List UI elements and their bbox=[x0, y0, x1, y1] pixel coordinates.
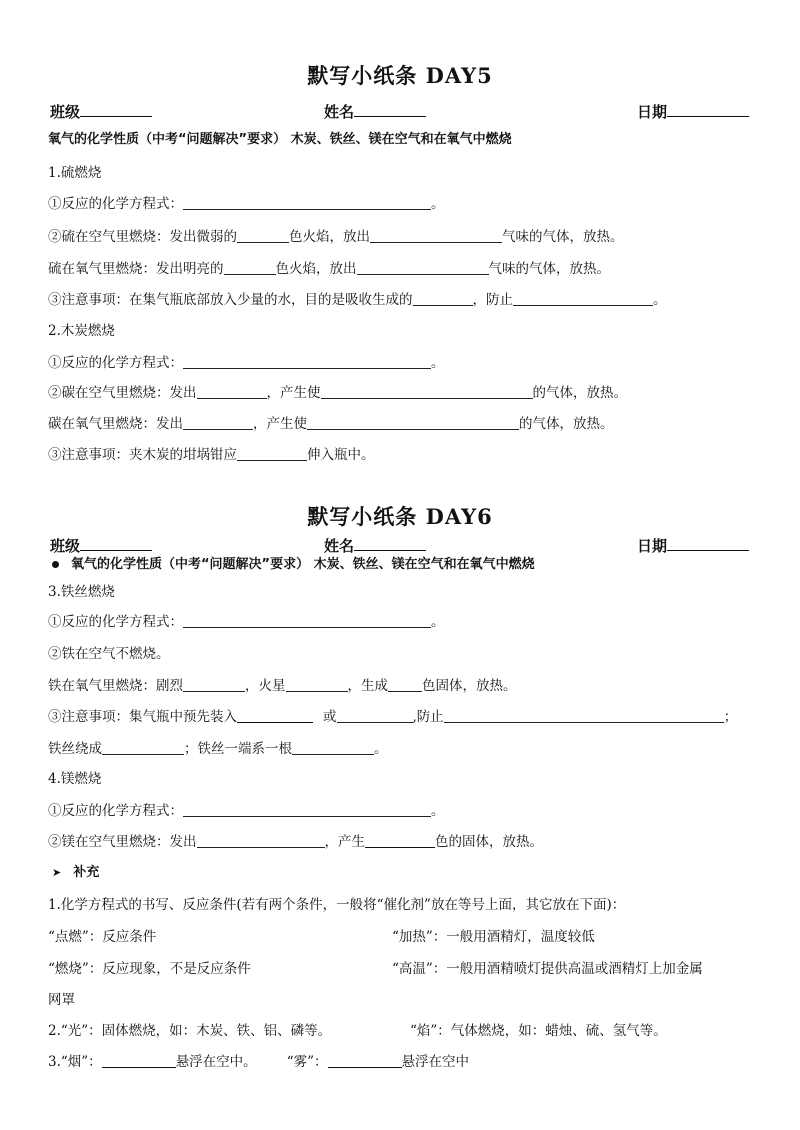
day6-name-field[interactable] bbox=[324, 534, 426, 556]
blank[interactable] bbox=[444, 708, 724, 723]
blank[interactable] bbox=[292, 740, 374, 755]
section-sulfur-title: 1.硫燃烧 bbox=[48, 165, 102, 181]
iron-note-line: ③注意事项：集气瓶中预先装入 或 ,防止 ； bbox=[48, 709, 738, 725]
name-label: 姓名 bbox=[324, 537, 355, 555]
iron-air-line: ②铁在空气不燃烧。 bbox=[48, 646, 170, 662]
charcoal-oxygen-line: 碳在氧气里燃烧：发出 ，产生使 的气体，放热。 bbox=[48, 416, 614, 432]
arrow-right-icon: ➤ bbox=[52, 866, 62, 879]
section-charcoal-title: 2.木炭燃烧 bbox=[48, 323, 115, 339]
blank[interactable] bbox=[237, 708, 313, 723]
flame-note: “焰”：气体燃烧，如：蜡烛、硫、氢气等。 bbox=[410, 1023, 667, 1039]
heat-note: “加热”：一般用酒精灯，温度较低 bbox=[392, 929, 595, 945]
blank[interactable] bbox=[183, 195, 431, 210]
blank[interactable] bbox=[237, 228, 289, 243]
charcoal-note-line: ③注意事项：夹木炭的坩埚钳应 伸入瓶中。 bbox=[48, 447, 375, 463]
iron-wire-line: 铁丝绕成 ；铁丝一端系一根 。 bbox=[48, 741, 388, 757]
iron-oxygen-line: 铁在氧气里燃烧：剧烈 ，火星 ，生成 色固体，放热。 bbox=[48, 678, 517, 694]
magnesium-equation-line: ①反应的化学方程式： 。 bbox=[48, 803, 445, 819]
class-label: 班级 bbox=[50, 103, 81, 121]
high-temp-note: “高温”：一般用酒精喷灯提供高温或酒精灯上加金属 bbox=[392, 961, 703, 977]
magnesium-air-line: ②镁在空气里燃烧：发出 ，产生 色的固体，放热。 bbox=[48, 834, 543, 850]
high-temp-note-cont: 网罩 bbox=[48, 992, 75, 1008]
blank[interactable] bbox=[183, 415, 253, 430]
section-iron-title: 3.铁丝燃烧 bbox=[48, 584, 115, 600]
sulfur-oxygen-line: 硫在氧气里燃烧：发出明亮的 色火焰，放出 气味的气体，放热。 bbox=[48, 261, 610, 277]
day6-title: 默写小纸条 DAY6 bbox=[307, 504, 493, 529]
supplement-line-1: 1.化学方程式的书写、反应条件(若有两个条件，一般将“催化剂”放在等号上面，其它放在下面)： bbox=[48, 897, 626, 913]
day5-header-row bbox=[50, 100, 750, 122]
blank[interactable] bbox=[321, 384, 533, 399]
burn-note: “燃烧”：反应现象，不是反应条件 bbox=[48, 961, 251, 977]
bullet-icon bbox=[52, 561, 59, 568]
blank[interactable] bbox=[197, 384, 267, 399]
sulfur-air-line: ②硫在空气里燃烧：发出微弱的 色火焰，放出 气味的气体，放热。 bbox=[48, 229, 624, 245]
blank[interactable] bbox=[197, 833, 325, 848]
blank[interactable] bbox=[183, 802, 431, 817]
blank[interactable] bbox=[365, 833, 435, 848]
blank[interactable] bbox=[513, 291, 653, 306]
sulfur-note-line: ③注意事项：在集气瓶底部放入少量的水，目的是吸收生成的 ，防止 。 bbox=[48, 292, 667, 308]
blank[interactable] bbox=[388, 677, 422, 692]
day5-title: 默写小纸条 DAY5 bbox=[307, 63, 493, 88]
blank[interactable] bbox=[370, 228, 502, 243]
day6-date-field[interactable] bbox=[637, 534, 749, 556]
supplement-heading: ➤ 补充 bbox=[52, 865, 100, 880]
day6-class-field[interactable] bbox=[50, 534, 152, 556]
blank[interactable] bbox=[224, 260, 276, 275]
iron-equation-line: ①反应的化学方程式： 。 bbox=[48, 614, 445, 630]
day5-topic: 氧气的化学性质（中考“问题解决”要求） 木炭、铁丝、镁在空气和在氧气中燃烧 bbox=[48, 132, 512, 147]
date-label: 日期 bbox=[637, 103, 668, 121]
blank[interactable] bbox=[307, 415, 519, 430]
blank[interactable] bbox=[413, 291, 473, 306]
blank[interactable] bbox=[102, 1053, 176, 1068]
blank[interactable] bbox=[337, 708, 413, 723]
blank[interactable] bbox=[328, 1053, 402, 1068]
name-label: 姓名 bbox=[324, 103, 355, 121]
blank[interactable] bbox=[183, 613, 431, 628]
blank[interactable] bbox=[102, 740, 184, 755]
day5-class-field[interactable] bbox=[50, 100, 152, 122]
blank[interactable] bbox=[357, 260, 489, 275]
charcoal-equation-line: ①反应的化学方程式： 。 bbox=[48, 355, 445, 371]
charcoal-air-line: ②碳在空气里燃烧：发出 ，产生使 的气体，放热。 bbox=[48, 385, 627, 401]
light-note: 2.“光”：固体燃烧，如：木炭、铁、铝、磷等。 bbox=[48, 1023, 332, 1039]
blank[interactable] bbox=[286, 677, 348, 692]
smoke-fog-line: 3.“烟”： 悬浮在空中。 “雾”： 悬浮在空中 bbox=[48, 1054, 469, 1070]
day5-name-field[interactable] bbox=[324, 100, 426, 122]
section-magnesium-title: 4.镁燃烧 bbox=[48, 771, 102, 787]
blank[interactable] bbox=[183, 677, 245, 692]
ignite-note: “点燃”：反应条件 bbox=[48, 929, 157, 945]
blank[interactable] bbox=[237, 446, 307, 461]
class-label: 班级 bbox=[50, 537, 81, 555]
day5-date-field[interactable] bbox=[637, 100, 749, 122]
date-label: 日期 bbox=[637, 537, 668, 555]
blank[interactable] bbox=[183, 354, 431, 369]
day6-header-row bbox=[50, 534, 750, 556]
day6-topic: 氧气的化学性质（中考“问题解决”要求） 木炭、铁丝、镁在空气和在氧气中燃烧 bbox=[50, 556, 535, 574]
sulfur-equation-line: ①反应的化学方程式： 。 bbox=[48, 196, 445, 212]
